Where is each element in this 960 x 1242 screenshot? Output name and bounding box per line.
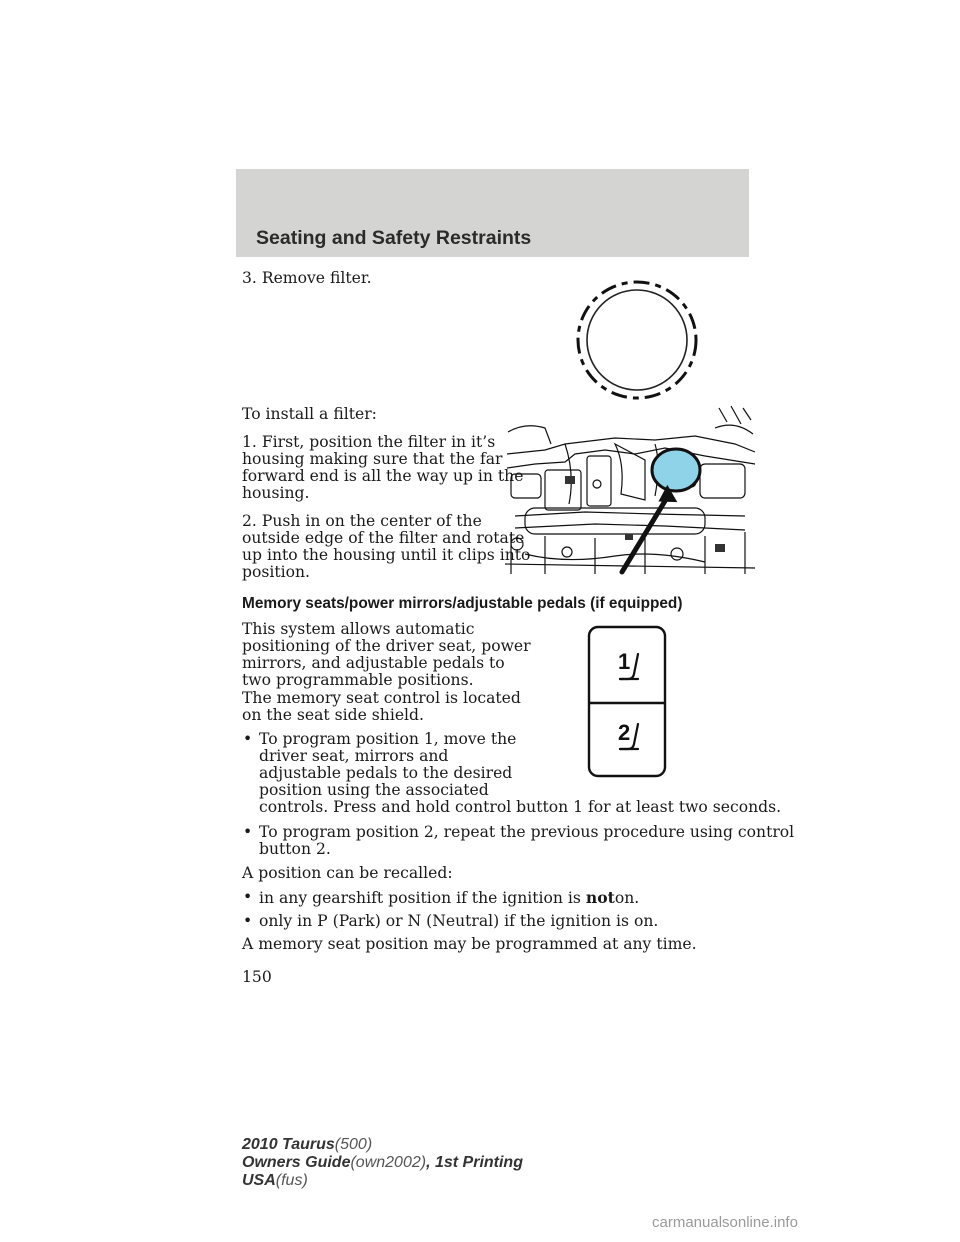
- memory-seat-control: [586, 624, 668, 779]
- section-header: [236, 169, 749, 257]
- bullet-glyph: •: [243, 730, 253, 748]
- step-3-text: 3. Remove filter.: [242, 269, 372, 287]
- filter-illustration: [572, 280, 704, 402]
- bullet-glyph: •: [243, 823, 253, 841]
- section-heading: Memory seats/power mirrors/adjustable pedals (if equipped): [242, 595, 683, 612]
- button-1-label: 1: [618, 649, 631, 674]
- watermark: carmanualsonline.info: [652, 1214, 798, 1231]
- engine-bay-illustration: [505, 404, 757, 578]
- button-2-label: 2: [618, 720, 631, 745]
- print-footer: 2010 Taurus(500) Owners Guide(own2002), 1st Printing USA(fus): [242, 1136, 523, 1189]
- bullet-glyph: •: [243, 888, 253, 906]
- page-number: 150: [242, 968, 272, 986]
- section-title: Seating and Safety Restraints: [256, 227, 532, 249]
- recall-intro: A position can be recalled:: [242, 864, 453, 882]
- closing-text: A memory seat position may be programmed at any time.: [242, 935, 697, 953]
- bullet-glyph: •: [243, 912, 253, 930]
- install-intro: To install a filter:: [242, 405, 377, 423]
